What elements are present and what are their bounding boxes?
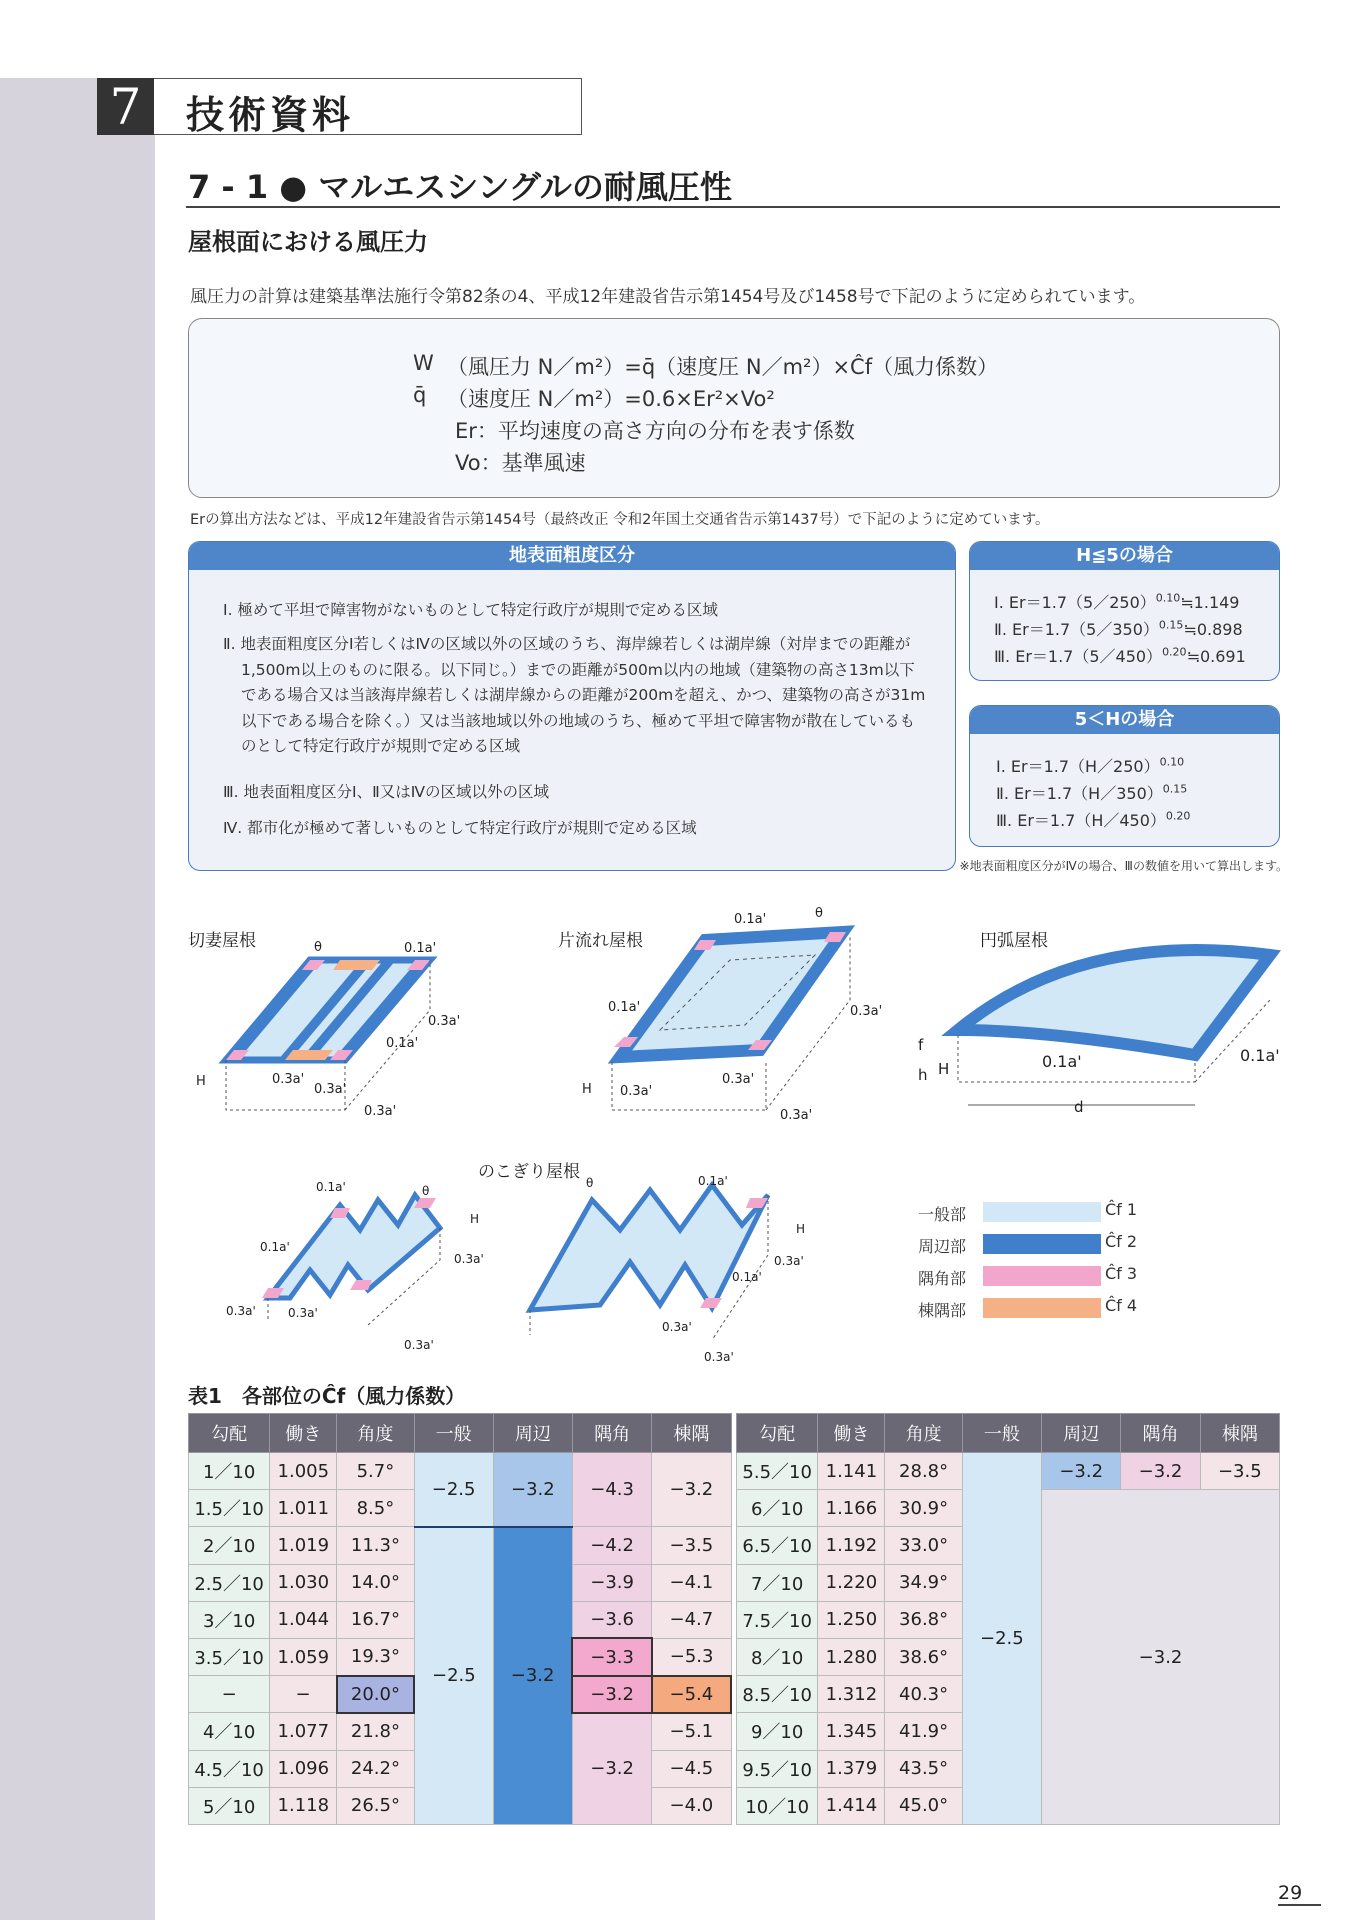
saw1-03a-right: 0.3a'	[454, 1252, 484, 1266]
th-work-r: 働き	[818, 1414, 885, 1453]
arc-roof-diagram	[958, 950, 1270, 1105]
table-row: 7／10 1.220 34.9°	[737, 1564, 1280, 1601]
saw1-theta: θ	[422, 1184, 430, 1198]
roughness-iv-note: ※地表面粗度区分がⅣの場合、Ⅲの数値を用いて算出します。	[959, 859, 1288, 873]
shed-H: H	[582, 1082, 592, 1097]
th-slope: 勾配	[189, 1414, 270, 1453]
h-gt5-title: 5＜Hの場合	[970, 706, 1279, 734]
roughness-item-1: Ⅰ. 極めて平坦で障害物がないものとして特定行政庁が規則で定める区域	[223, 601, 718, 619]
table-row: 3.5／10 1.059 19.3° −3.3 −5.3	[189, 1638, 732, 1675]
roughness-item-2: Ⅱ. 地表面粗度区分Ⅰ若しくはⅣの区域以外の区域のうち、海岸線若しくは湖岸線（対岸までの距離が1,500m以上のものに限る。以下同じ。）までの距離が500m以内の地域（建築物の高さ13m以下である場合又は当該海岸線若しくは湖岸線からの距離が200mを超え、かつ、建築物の高さが31m以下である場合を除く。）又は当該地域以外の地域のうち、極めて平坦で障害物が散在しているものとして特定行政庁が規則で定める区域	[223, 635, 926, 755]
h-le5-title: H≦5の場合	[970, 542, 1279, 570]
shed-01a-top: 0.1a'	[734, 912, 767, 927]
table-row: − − 20.0° −3.2 −5.4	[189, 1676, 732, 1713]
saw-roof-diagram-2	[530, 1185, 768, 1340]
th-ridge-corner-r: 棟隅	[1200, 1414, 1279, 1453]
arc-01a-right: 0.1a'	[1240, 1046, 1280, 1065]
chapter-number: 7	[97, 78, 154, 135]
h-gt5-row-2: Ⅱ. Er＝1.7（H／350）$^{0.15}$	[996, 782, 1188, 803]
saw1-03a-front: 0.3a'	[288, 1306, 318, 1320]
th-slope-r: 勾配	[737, 1414, 818, 1453]
h-gt5-row-1: Ⅰ. Er＝1.7（H／250）$^{0.10}$	[996, 755, 1185, 776]
saw-roof-label: のこぎり屋根	[478, 1162, 580, 1182]
arc-d: d	[1074, 1098, 1084, 1116]
shed-03a-left: 0.3a'	[620, 1084, 653, 1099]
th-perimeter-r: 周辺	[1042, 1414, 1121, 1453]
section-title: 7 - 1 ● マルエスシングルの耐風圧性	[188, 168, 732, 206]
gable-theta: θ	[314, 940, 322, 955]
gable-roof-label: 切妻屋根	[188, 931, 256, 951]
formula-w-symbol: W	[413, 351, 434, 375]
page-number: 29	[1278, 1882, 1303, 1904]
legend-ridge-corner-label: 棟隅部	[918, 1301, 967, 1320]
roughness-title: 地表面粗度区分	[189, 542, 955, 570]
th-work: 働き	[270, 1414, 337, 1453]
arc-01a-mid: 0.1a'	[1042, 1052, 1082, 1071]
legend-perimeter-swatch	[983, 1234, 1101, 1254]
coefficient-table-right	[736, 1413, 1280, 1825]
saw1-03a-bottom: 0.3a'	[404, 1338, 434, 1352]
h-le5-row-3: Ⅲ. Er＝1.7（5／450）$^{0.20}$≒0.691	[994, 645, 1246, 666]
formula-line-2: （速度圧 N／m²）=0.6×Er²×Vo²	[447, 387, 775, 411]
intro-text: 風圧力の計算は建築基準法施行令第82条の4、平成12年建設省告示第1454号及び1458号で下記のように定められています。	[190, 287, 1146, 307]
legend-corner-label: 隅角部	[918, 1269, 967, 1288]
saw2-theta: θ	[586, 1176, 594, 1190]
saw1-03a-left: 0.3a'	[226, 1304, 256, 1318]
gable-03a-front: 0.3a'	[314, 1082, 347, 1097]
arc-h: h	[918, 1066, 928, 1084]
table-row: 2.5／10 1.030 14.0° −3.9 −4.1	[189, 1564, 732, 1601]
coefficient-table-left	[188, 1413, 732, 1825]
h-le5-row-1: Ⅰ. Er＝1.7（5／250）$^{0.10}$≒1.149	[994, 591, 1240, 612]
table-row: 4.5／10 1.096 24.2° −4.5	[189, 1750, 732, 1787]
shed-03a-right: 0.3a'	[850, 1004, 883, 1019]
th-corner: 隅角	[572, 1414, 651, 1453]
gable-01a-mid: 0.1a'	[386, 1036, 419, 1051]
table-row: 2／10 1.019 11.3° −2.5 −3.2 −4.2 −3.5	[189, 1527, 732, 1564]
gable-03a-right: 0.3a'	[428, 1014, 461, 1029]
roughness-item-3: Ⅲ. 地表面粗度区分Ⅰ、Ⅱ又はⅣの区域以外の区域	[223, 783, 550, 801]
table-row: 10／10 1.414 45.0°	[737, 1787, 1280, 1824]
arc-f: f	[918, 1036, 924, 1054]
legend-ridge-corner-coef: Ĉf 4	[1105, 1296, 1138, 1315]
table-row: 9／10 1.345 41.9°	[737, 1713, 1280, 1750]
th-perimeter: 周辺	[493, 1414, 572, 1453]
chapter-title: 技術資料	[186, 93, 355, 137]
table-row: 7.5／10 1.250 36.8°	[737, 1601, 1280, 1638]
table-row: 5.5／10 1.141 28.8° −2.5 −3.2 −3.2 −3.5	[737, 1453, 1280, 1490]
subsection-title: 屋根面における風圧力	[188, 228, 428, 256]
arc-H: H	[938, 1060, 950, 1078]
table-row: 6／10 1.166 30.9° −3.2	[737, 1490, 1280, 1527]
saw1-01a-top: 0.1a'	[316, 1180, 346, 1194]
table-row: 1.5／10 1.011 8.5°	[189, 1490, 732, 1527]
formula-line-4: Vo：基準風速	[455, 451, 586, 475]
formula-line-1: （風圧力 N／m²）=q̄（速度圧 N／m²）×Ĉf（風力係数）	[447, 355, 999, 379]
th-angle: 角度	[337, 1414, 414, 1453]
shed-roof-label: 片流れ屋根	[558, 931, 643, 951]
legend-general-coef: Ĉf 1	[1105, 1200, 1138, 1219]
saw2-01a-right: 0.1a'	[732, 1270, 762, 1284]
saw2-H: H	[796, 1222, 806, 1236]
th-corner-r: 隅角	[1121, 1414, 1200, 1453]
th-ridge-corner: 棟隅	[652, 1414, 731, 1453]
legend-general-swatch	[983, 1202, 1101, 1222]
h-gt5-row-3: Ⅲ. Er＝1.7（H／450）$^{0.20}$	[996, 809, 1191, 830]
gable-03a-left: 0.3a'	[272, 1072, 305, 1087]
legend-perimeter-label: 周辺部	[918, 1237, 967, 1256]
shed-03a-bottom: 0.3a'	[780, 1108, 813, 1123]
saw2-03a-right: 0.3a'	[774, 1254, 804, 1268]
shed-03a-front: 0.3a'	[722, 1072, 755, 1087]
formula-q-symbol: q̄	[413, 383, 427, 407]
saw2-03a-front: 0.3a'	[662, 1320, 692, 1334]
shed-theta: θ	[815, 906, 823, 921]
saw1-H: H	[470, 1212, 480, 1226]
table-row: 6.5／10 1.192 33.0°	[737, 1527, 1280, 1564]
h-le5-row-2: Ⅱ. Er＝1.7（5／350）$^{0.15}$≒0.898	[994, 618, 1243, 639]
gable-H: H	[196, 1074, 206, 1089]
formula-line-3: Er：平均速度の高さ方向の分布を表す係数	[455, 419, 855, 443]
roughness-item-4: Ⅳ. 都市化が極めて著しいものとして特定行政庁が規則で定める区域	[223, 819, 697, 837]
table-row: 8／10 1.280 38.6°	[737, 1638, 1280, 1675]
shed-01a-left: 0.1a'	[608, 1000, 641, 1015]
th-general: 一般	[414, 1414, 493, 1453]
table-row: 5／10 1.118 26.5° −4.0	[189, 1787, 732, 1824]
gable-03a-bottom: 0.3a'	[364, 1104, 397, 1119]
table-row: 3／10 1.044 16.7° −3.6 −4.7	[189, 1601, 732, 1638]
page-number-underline	[1278, 1904, 1321, 1906]
table-row: 1／10 1.005 5.7° −2.5 −3.2 −4.3 −3.2	[189, 1453, 732, 1490]
arc-roof-label: 円弧屋根	[980, 931, 1048, 951]
table-row: 9.5／10 1.379 43.5°	[737, 1750, 1280, 1787]
er-note: Erの算出方法などは、平成12年建設省告示第1454号（最終改正 令和2年国土交通省告示第1437号）で下記のように定めています。	[190, 512, 1050, 528]
table-title: 表1 各部位のĈf（風力係数）	[188, 1384, 466, 1408]
table-row: 4／10 1.077 21.8° −3.2 −5.1	[189, 1713, 732, 1750]
table-row: 8.5／10 1.312 40.3°	[737, 1676, 1280, 1713]
legend-general-label: 一般部	[918, 1205, 967, 1224]
legend-ridge-corner-swatch	[983, 1298, 1101, 1318]
legend-perimeter-coef: Ĉf 2	[1105, 1232, 1138, 1251]
saw2-03a-bottom: 0.3a'	[704, 1350, 734, 1364]
saw1-01a-left: 0.1a'	[260, 1240, 290, 1254]
th-angle-r: 角度	[885, 1414, 962, 1453]
legend-corner-coef: Ĉf 3	[1105, 1264, 1138, 1283]
saw2-01a-top: 0.1a'	[698, 1174, 728, 1188]
legend-corner-swatch	[983, 1266, 1101, 1286]
gable-01a-top: 0.1a'	[404, 941, 437, 956]
th-general-r: 一般	[962, 1414, 1041, 1453]
